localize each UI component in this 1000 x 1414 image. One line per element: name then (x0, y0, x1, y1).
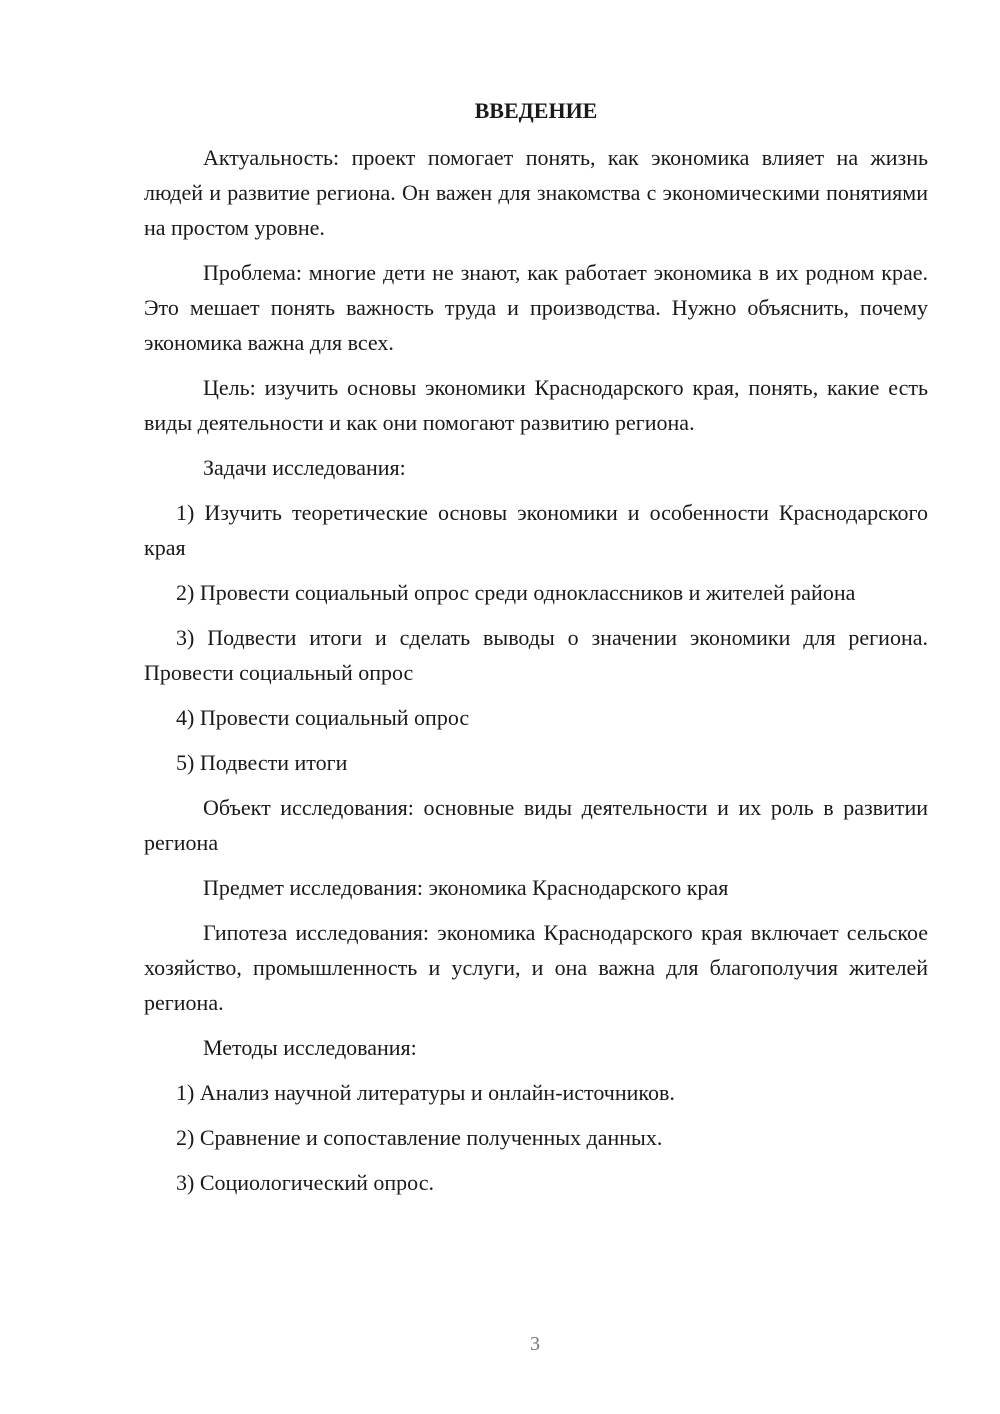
document-content (144, 96, 928, 1210)
method-item-2: 2) Сравнение и сопоставление полученных данных. (176, 1125, 663, 1150)
tasks-title: Задачи исследования: (203, 455, 406, 480)
problem-paragraph: Проблема: многие дети не знают, как работает экономика в их родном крае. Это мешает понять важность труда и производства. Нужно объяснить, почему экономика важна для всех. (144, 260, 928, 355)
method-item-3: 3) Социологический опрос. (176, 1170, 434, 1195)
object-paragraph: Объект исследования: основные виды деятельности и их роль в развитии региона (144, 795, 928, 855)
goal-paragraph: Цель: изучить основы экономики Краснодарского края, понять, какие есть виды деятельности и как они помогают развитию региона. (144, 375, 928, 435)
relevance-paragraph: Актуальность: проект помогает понять, как экономика влияет на жизнь людей и развитие региона. Он важен для знакомства с экономическими понятиями на простом уровне. (144, 145, 928, 240)
method-item-1: 1) Анализ научной литературы и онлайн-источников. (176, 1080, 675, 1105)
task-item-2: 2) Провести социальный опрос среди одноклассников и жителей района (176, 580, 856, 605)
task-item-3: 3) Подвести итоги и сделать выводы о значении экономики для региона. Провести социальный опрос (144, 625, 928, 685)
page-number: 3 (530, 1333, 540, 1355)
section-heading: ВВЕДЕНИЕ (474, 98, 598, 123)
methods-title: Методы исследования: (203, 1035, 417, 1060)
subject-paragraph: Предмет исследования: экономика Краснодарского края (203, 875, 729, 900)
task-item-4: 4) Провести социальный опрос (176, 705, 470, 730)
hypothesis-paragraph: Гипотеза исследования: экономика Краснодарского края включает сельское хозяйство, промышленность и услуги, и она важна для благополучия жителей региона. (144, 920, 928, 1015)
task-item-5: 5) Подвести итоги (176, 750, 348, 775)
task-item-1: 1) Изучить теоретические основы экономики и особенности Краснодарского края (144, 500, 928, 560)
